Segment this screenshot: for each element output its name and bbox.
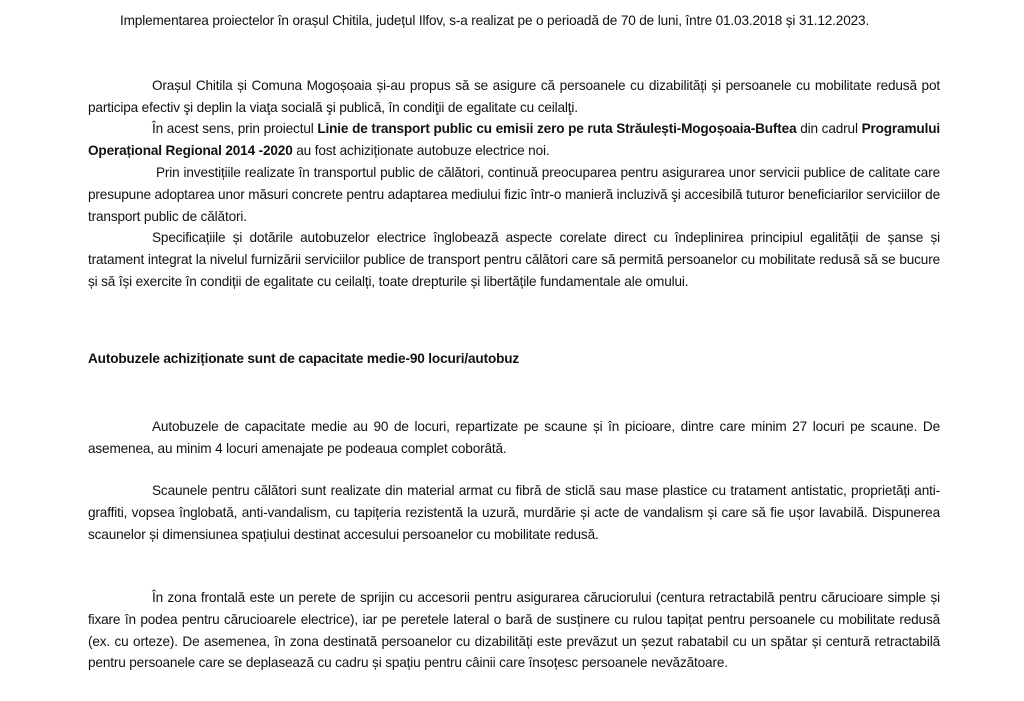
paragraph-investments: Prin investițiile realizate în transportul public de călători, continuă preocuparea pentru asigurarea unor servicii publice de calitate care presupune adoptarea unor măsuri concrete pentru adaptarea mediului fizic într-o manieră incluzivă şi accesibilă tuturor beneficiarilor serviciilor de transport public de călători. bbox=[88, 165, 940, 224]
paragraph-capacity: Autobuzele de capacitate medie au 90 de locuri, repartizate pe scaune și în picioare, dintre care minim 27 locuri pe scaune. De asemenea, au minim 4 locuri amenajate pe podeaua complet coborâtă. bbox=[88, 419, 940, 456]
program-name: Programului Operațional Regional 2014 -2020 bbox=[88, 121, 940, 158]
section-heading: Autobuzele achiziționate sunt de capacitate medie-90 locuri/autobuz bbox=[88, 351, 520, 366]
text: au fost achiziționate autobuze electrice noi. bbox=[292, 142, 550, 158]
project-name: Linie de transport public cu emisii zero pe ruta Străulești-Mogoșoaia-Buftea bbox=[317, 121, 797, 136]
text: din cadrul bbox=[796, 121, 862, 136]
paragraph-specifications: Specificațiile și dotările autobuzelor electrice înglobează aspecte corelate direct cu îndeplinirea principiul egalității de șanse și tratament integrat la nivelul furnizării serviciilor publice de transport pentru călători care să permită persoanelor cu mobilitate redusă să se bucure și să își exercite în condiții de egalitate cu ceilalți, toate drepturile și libertățile fundamentale ale omului. bbox=[88, 230, 940, 289]
paragraph-project bbox=[88, 118, 940, 162]
paragraph-wheelchair-area: În zona frontală este un perete de sprijin cu accesorii pentru asigurarea căruciorului (centura retractabilă pentru cărucioare simple și fixare în podea pentru cărucioarele electrice), iar pe peretele lateral o bară de susținere cu rulou tapițat pentru persoanele cu mobilitate redusă (ex. cu orteze). De asemenea, în zona destinată persoanelor cu dizabilități este prevăzut un șezut rabatabil cu un spătar și centură retractabilă pentru persoanele care se deplasează cu cadru și spațiu pentru câinii care însoțesc persoanele nevăzătoare. bbox=[88, 590, 940, 671]
paragraph-implementation-period: Implementarea proiectelor în orașul Chitila, județul Ilfov, s-a realizat pe o perioadă de 70 de luni, între 01.03.2018 și 31.12.2023. bbox=[120, 13, 870, 28]
paragraph-seats: Scaunele pentru călători sunt realizate din material armat cu fibră de sticlă sau mase plastice cu tratament antistatic, proprietăți anti-graffiti, vopsea înglobată, anti-vandalism, cu tapițeria rezistentă la uzură, murdărie și acte de vandalism și care să fie ușor lavabilă. Dispunerea scaunelor și dimensiunea spațiului destinat accesului persoanelor cu mobilitate redusă. bbox=[88, 483, 940, 542]
paragraph-accessibility-goal: Orașul Chitila și Comuna Mogoșoaia și-au propus să se asigure că persoanele cu dizabilități și persoanele cu mobilitate redusă pot participa efectiv şi deplin la viaţa socială şi publică, în condiţii de egalitate cu ceilalţi. bbox=[88, 78, 940, 115]
text: În acest sens, prin proiectul bbox=[152, 121, 318, 136]
